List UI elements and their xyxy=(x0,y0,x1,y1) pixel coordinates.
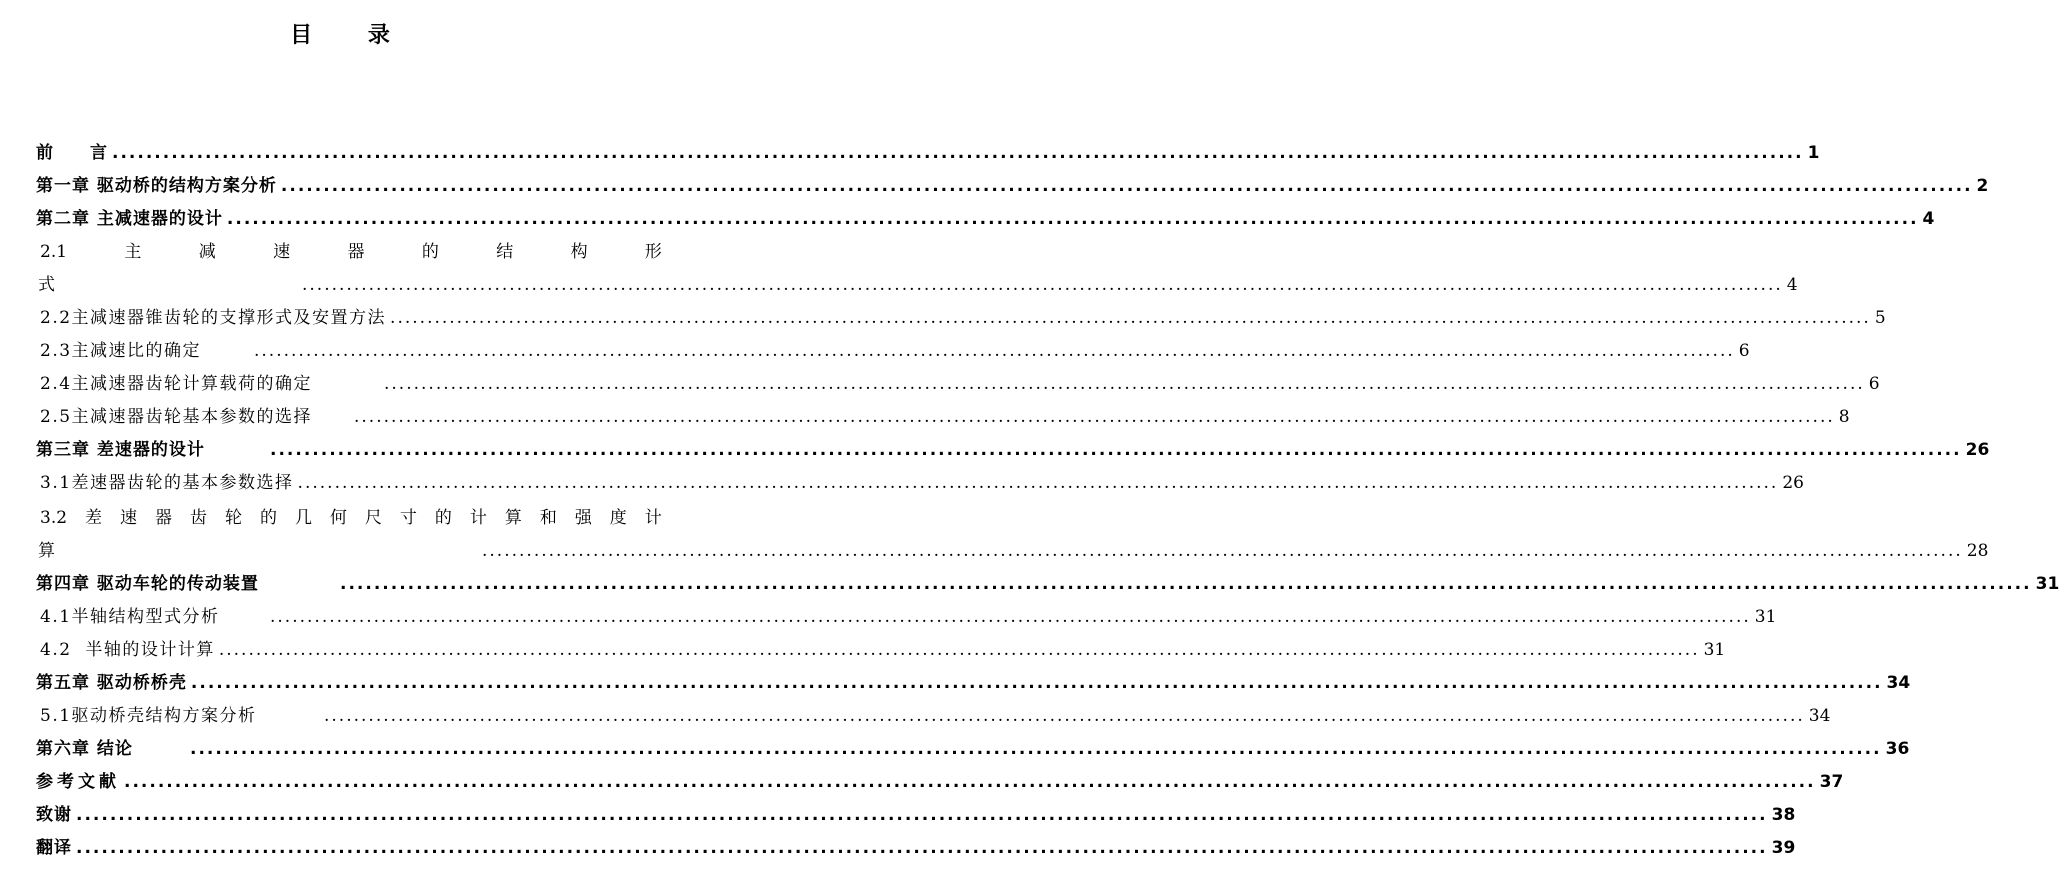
toc-page-number: 8 xyxy=(1838,407,1850,427)
toc-entry-5-1[interactable] xyxy=(40,701,1831,731)
toc-leader: ........................................................................................................................................................................................................ xyxy=(190,673,1883,693)
toc-page-number: 2 xyxy=(1976,176,1989,196)
toc-leader: ........................................................................................................................................................................................................ xyxy=(354,407,1835,427)
toc-spread-char: 的 xyxy=(434,508,452,528)
toc-leader: ........................................................................................................................................................................................................ xyxy=(270,607,1751,627)
page-title xyxy=(0,18,680,49)
toc-entry-chapter-2[interactable] xyxy=(36,204,1935,234)
toc-entry-2-5[interactable] xyxy=(40,402,1850,432)
toc-page-number: 38 xyxy=(1771,805,1796,825)
toc-spread-char: 何 xyxy=(329,508,347,528)
toc-leader: ........................................................................................................................................................................................................ xyxy=(124,772,1816,792)
toc-entry-number: 3.2 xyxy=(40,508,68,528)
toc-spread-char: 器 xyxy=(347,242,365,262)
toc-entry-title: 第一章 驱动桥的结构方案分析 xyxy=(36,176,277,196)
toc-spread-char: 算 xyxy=(504,508,522,528)
toc-spread-char: 减 xyxy=(198,242,216,262)
toc-entry-number: 2.1 xyxy=(40,242,68,262)
toc-page-number: 26 xyxy=(1965,440,1990,460)
toc-spread-char: 尺 xyxy=(364,508,382,528)
toc-page-number: 6 xyxy=(1868,374,1880,394)
toc-leader: ........................................................................................................................................................................................................ xyxy=(324,706,1805,726)
toc-spread-char: 的 xyxy=(259,508,277,528)
toc-entry-chapter-4[interactable] xyxy=(36,569,2059,599)
toc-entry-4-1[interactable] xyxy=(40,602,1777,632)
toc-spread-char: 的 xyxy=(421,242,439,262)
toc-entry-title-tail: 算 xyxy=(38,541,57,561)
toc-leader: ........................................................................................................................................................................................................ xyxy=(190,739,1882,759)
toc-entry-title-tail: 式 xyxy=(38,275,57,295)
toc-page-number: 34 xyxy=(1808,706,1831,726)
toc-leader: ........................................................................................................................................................................................................ xyxy=(270,440,1962,460)
toc-entry-acknowledgements[interactable] xyxy=(36,800,1796,830)
toc-page-number: 34 xyxy=(1886,673,1911,693)
toc-page-number: 36 xyxy=(1885,739,1910,759)
toc-entry-translation[interactable] xyxy=(36,833,1796,863)
toc-entry-4-2[interactable] xyxy=(40,635,1726,665)
toc-page-number: 28 xyxy=(1966,541,1989,561)
toc-page-number: 31 xyxy=(1754,607,1777,627)
toc-spread-char: 寸 xyxy=(399,508,417,528)
toc-spread-char: 形 xyxy=(644,242,662,262)
toc-page-number: 31 xyxy=(1703,640,1726,660)
toc-page-number: 5 xyxy=(1874,308,1886,328)
toc-entry-title: 前 言 xyxy=(36,143,108,163)
toc-entry-3-2-cont[interactable] xyxy=(38,536,1989,566)
toc-leader: ........................................................................................................................................................................................................ xyxy=(226,209,1919,229)
toc-entry-title: 第三章 差速器的设计 xyxy=(36,440,205,460)
toc-entry-title: 4.1半轴结构型式分析 xyxy=(40,607,220,627)
toc-entry-2-1-cont[interactable] xyxy=(38,270,1798,300)
toc-entry-title: 第六章 结论 xyxy=(36,739,133,759)
toc-leader: ........................................................................................................................................................................................................ xyxy=(384,374,1865,394)
toc-spread-char: 轮 xyxy=(224,508,242,528)
toc-page-number: 4 xyxy=(1922,209,1935,229)
toc-entry-title: 4.2 半轴的设计计算 xyxy=(40,640,215,660)
toc-leader: ........................................................................................................................................................................................................ xyxy=(390,308,1871,328)
toc-entry-chapter-1[interactable] xyxy=(36,171,1989,201)
toc-leader: ........................................................................................................................................................................................................ xyxy=(482,541,1963,561)
toc-entry-chapter-5[interactable] xyxy=(36,668,1911,698)
toc-entry-chapter-3[interactable] xyxy=(36,435,1990,465)
toc-spread-char: 速 xyxy=(273,242,291,262)
toc-spread-char: 齿 xyxy=(189,508,207,528)
toc-spread-char: 几 xyxy=(294,508,312,528)
toc-entry-2-4[interactable] xyxy=(40,369,1880,399)
toc-spread-char: 计 xyxy=(469,508,487,528)
toc-entry-title: 2.2主减速器锥齿轮的支撑形式及安置方法 xyxy=(40,308,387,328)
toc-leader: ........................................................................................................................................................................................................ xyxy=(302,275,1783,295)
toc-entry-title: 翻译 xyxy=(36,838,72,858)
toc-page-number: 6 xyxy=(1738,341,1750,361)
toc-entry-preface[interactable] xyxy=(36,138,1820,168)
toc-spread-char: 结 xyxy=(496,242,514,262)
toc-leader: ........................................................................................................................................................................................................ xyxy=(76,838,1768,858)
toc-page-number: 4 xyxy=(1786,275,1798,295)
toc-entry-title: 参考文献 xyxy=(36,772,120,792)
toc-spread-char: 计 xyxy=(644,508,662,528)
toc-entry-title: 2.5主减速器齿轮基本参数的选择 xyxy=(40,407,313,427)
toc-leader: ........................................................................................................................................................................................................ xyxy=(112,143,1804,163)
toc-leader: ........................................................................................................................................................................................................ xyxy=(280,176,1973,196)
toc-entry-2-3[interactable] xyxy=(40,336,1750,366)
toc-entry-references[interactable] xyxy=(36,767,1844,797)
toc-entry-title: 第四章 驱动车轮的传动装置 xyxy=(36,574,259,594)
toc-spread-char: 器 xyxy=(155,508,172,528)
toc-entry-title: 5.1驱动桥壳结构方案分析 xyxy=(40,706,257,726)
toc-entry-3-1[interactable] xyxy=(40,468,1804,498)
title-char-2: 录 xyxy=(367,23,390,48)
toc-entry-title: 2.3主减速比的确定 xyxy=(40,341,202,361)
toc-spread-char: 差 xyxy=(85,508,103,528)
toc-entry-2-1[interactable] xyxy=(40,237,662,267)
toc-entry-title: 3.1差速器齿轮的基本参数选择 xyxy=(40,473,294,493)
toc-spread-char: 度 xyxy=(609,508,627,528)
toc-spread-char: 主 xyxy=(124,242,142,262)
toc-page-number: 31 xyxy=(2035,574,2059,594)
toc-page-number: 1 xyxy=(1807,143,1820,163)
toc-page-number: 37 xyxy=(1819,772,1844,792)
toc-entry-title: 第二章 主减速器的设计 xyxy=(36,209,223,229)
toc-leader: ........................................................................................................................................................................................................ xyxy=(218,640,1700,660)
toc-entry-3-2[interactable] xyxy=(40,503,662,533)
toc-spread-char: 和 xyxy=(539,508,557,528)
toc-page-number: 26 xyxy=(1782,473,1804,493)
toc-leader: ........................................................................................................................................................................................................ xyxy=(254,341,1735,361)
toc-entry-title: 致谢 xyxy=(36,805,72,825)
toc-spread-char: 强 xyxy=(574,508,592,528)
toc-entry-2-2[interactable] xyxy=(40,303,1886,333)
toc-spread-char: 速 xyxy=(120,508,138,528)
toc-spread-char: 构 xyxy=(570,242,588,262)
toc-page-number: 39 xyxy=(1771,838,1796,858)
toc-entry-title: 第五章 驱动桥桥壳 xyxy=(36,673,187,693)
title-char-1: 目 xyxy=(290,23,313,48)
toc-entry-title: 2.4主减速器齿轮计算载荷的确定 xyxy=(40,374,313,394)
toc-entry-chapter-6[interactable] xyxy=(36,734,1910,764)
toc-leader: ........................................................................................................................................................................................................ xyxy=(297,473,1779,493)
toc-leader: ........................................................................................................................................................................................................ xyxy=(340,574,2032,594)
toc-leader: ........................................................................................................................................................................................................ xyxy=(76,805,1768,825)
